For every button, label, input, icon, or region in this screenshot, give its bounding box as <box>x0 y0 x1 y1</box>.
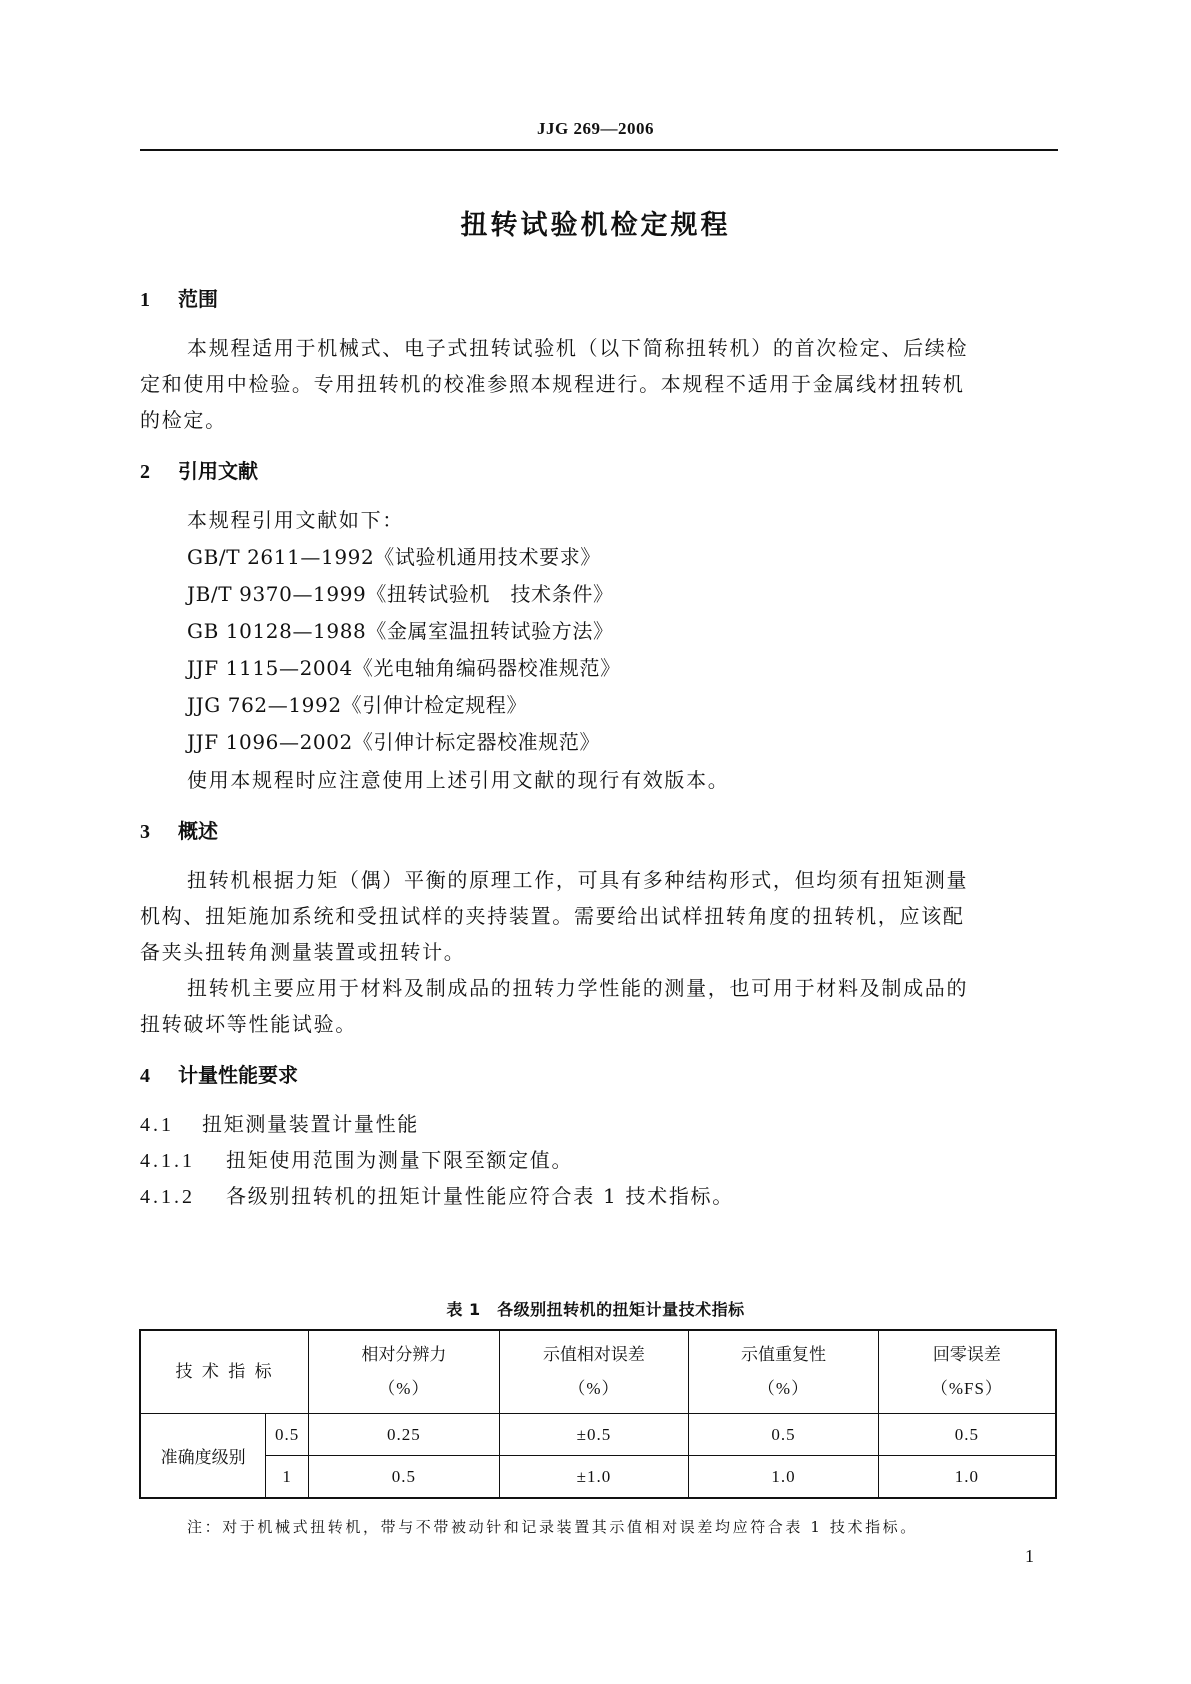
section-number: 2 <box>140 461 150 483</box>
section-1-heading <box>140 283 218 312</box>
table-cell: ±0.5 <box>499 1414 689 1456</box>
clause-text: 扭矩使用范围为测量下限至额定值。 <box>226 1148 574 1172</box>
clause-4-1 <box>140 1108 419 1137</box>
clause-4-1-1 <box>140 1144 573 1173</box>
header-label-cell: 技 术 指 标 <box>140 1330 309 1414</box>
paragraph-line: 使用本规程时应注意使用上述引用文献的现行有效版本。 <box>187 768 730 792</box>
reference-item: GB 10128—1988《金属室温扭转试验方法》 <box>187 619 614 643</box>
section-number: 3 <box>140 821 150 843</box>
column-header <box>499 1330 689 1414</box>
page-title: 扭转试验机检定规程 <box>460 210 731 241</box>
reference-item: JB/T 9370—1999《扭转试验机 技术条件》 <box>187 582 614 606</box>
paragraph-line: 的检定。 <box>140 408 227 432</box>
column-name: 示值重复性 <box>741 1345 826 1365</box>
paragraph-line: 机构、扭矩施加系统和受扭试样的夹持装置。需要给出试样扭转角度的扭转机，应该配 <box>140 904 965 928</box>
table-cell: 0.5 <box>878 1414 1056 1456</box>
section-3-heading <box>140 815 218 844</box>
section-2-heading <box>140 455 258 484</box>
section-4-heading <box>140 1059 298 1088</box>
column-unit: （%） <box>757 1379 810 1398</box>
paragraph-line: 扭转机主要应用于材料及制成品的扭转力学性能的测量，也可用于材料及制成品的 <box>187 976 969 1000</box>
table-cell: 0.5 <box>309 1456 500 1499</box>
column-header <box>878 1330 1056 1414</box>
column-name: 回零误差 <box>932 1345 1001 1365</box>
grade-cell: 1 <box>266 1456 309 1499</box>
column-unit: （%FS） <box>930 1379 1003 1398</box>
clause-number: 4.1 <box>140 1114 174 1136</box>
table-row <box>140 1456 1056 1499</box>
column-header <box>309 1330 500 1414</box>
clause-number: 4.1.1 <box>140 1150 195 1172</box>
column-name: 示值相对误差 <box>542 1345 645 1365</box>
clause-4-1-2 <box>140 1180 734 1209</box>
column-header <box>689 1330 879 1414</box>
section-title: 引用文献 <box>178 459 258 483</box>
table-row <box>140 1414 1056 1456</box>
table-cell: 0.25 <box>309 1414 500 1456</box>
header-rule <box>140 149 1058 151</box>
reference-item: JJF 1115—2004《光电轴角编码器校准规范》 <box>187 656 621 680</box>
section-number: 4 <box>140 1065 150 1087</box>
table-cell: 1.0 <box>689 1456 879 1499</box>
table-header-row <box>140 1330 1056 1414</box>
clause-number: 4.1.2 <box>140 1186 195 1208</box>
grade-cell: 0.5 <box>266 1414 309 1456</box>
column-unit: （%） <box>378 1379 430 1398</box>
paragraph-line: 定和使用中检验。专用扭转机的校准参照本规程进行。本规程不适用于金属线材扭转机 <box>140 372 965 396</box>
clause-text: 扭矩测量装置计量性能 <box>202 1112 419 1136</box>
table-cell: 0.5 <box>689 1414 879 1456</box>
table-caption: 表 1 各级别扭转机的扭矩计量技术指标 <box>446 1300 745 1319</box>
page-number: 1 <box>1025 1546 1034 1566</box>
document-code: JJG 269—2006 <box>537 119 654 138</box>
paragraph-line: 备夹头扭转角测量装置或扭转计。 <box>140 940 466 964</box>
column-name: 相对分辨力 <box>361 1345 447 1365</box>
row-group-label: 准确度级别 <box>140 1414 266 1499</box>
clause-text: 各级别扭转机的扭矩计量性能应符合表 1 技术指标。 <box>226 1184 734 1208</box>
table-cell: 1.0 <box>878 1456 1056 1499</box>
reference-item: GB/T 2611—1992《试验机通用技术要求》 <box>187 545 601 569</box>
section-title: 计量性能要求 <box>178 1063 298 1087</box>
table-note: 注：对于机械式扭转机，带与不带被动针和记录装置其示值相对误差均应符合表 1 技术指标。 <box>187 1518 918 1536</box>
reference-item: JJG 762—1992《引伸计检定规程》 <box>187 693 528 717</box>
reference-item: JJF 1096—2002《引伸计标定器校准规范》 <box>187 730 601 754</box>
section-title: 概述 <box>178 819 218 843</box>
paragraph-line: 本规程适用于机械式、电子式扭转试验机（以下简称扭转机）的首次检定、后续检 <box>187 336 969 360</box>
section-number: 1 <box>140 289 150 311</box>
section-title: 范围 <box>178 287 218 311</box>
table-cell: ±1.0 <box>499 1456 689 1499</box>
paragraph-line: 扭转破坏等性能试验。 <box>140 1012 357 1036</box>
paragraph-line: 扭转机根据力矩（偶）平衡的原理工作，可具有多种结构形式，但均须有扭矩测量 <box>187 868 969 892</box>
column-unit: （%） <box>568 1379 620 1398</box>
paragraph-line: 本规程引用文献如下： <box>187 508 404 532</box>
spec-table <box>139 1329 1057 1499</box>
